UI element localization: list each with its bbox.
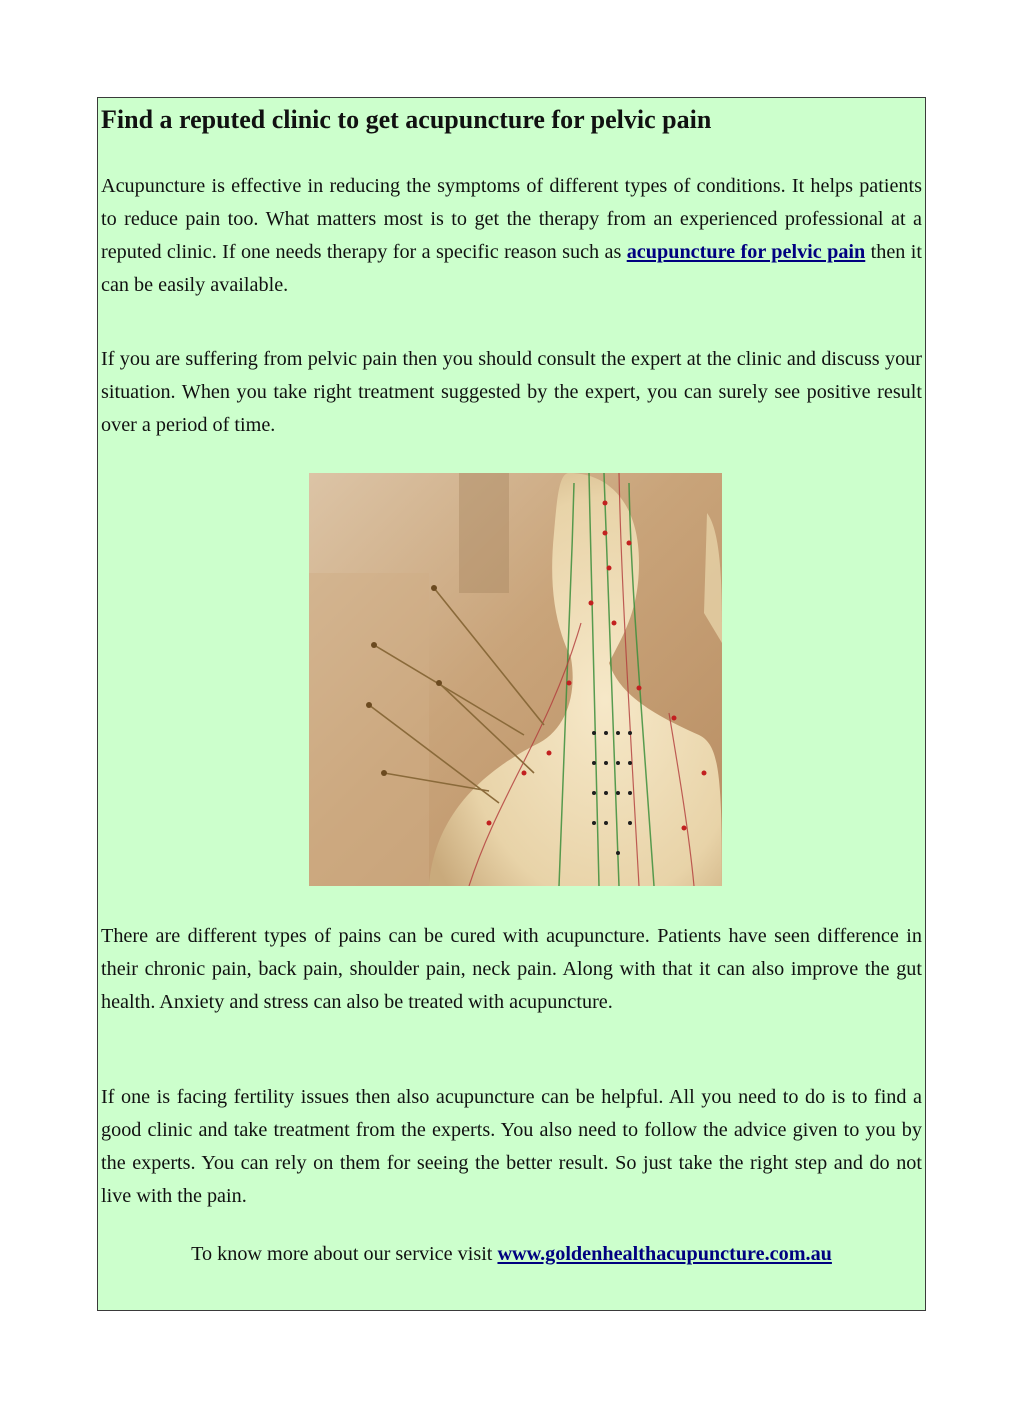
closing-line bbox=[101, 1238, 922, 1271]
acupuncture-pelvic-pain-link[interactable]: acupuncture for pelvic pain bbox=[626, 241, 866, 263]
website-link[interactable]: www.goldenhealthacupuncture.com.au bbox=[497, 1243, 832, 1265]
content-box bbox=[97, 97, 926, 1311]
acupuncture-mannequin-image bbox=[309, 473, 722, 886]
paragraph-consult: If you are suffering from pelvic pain then you should consult the expert at the clinic and discuss your situation. When you take right treatment suggested by the expert, you can surely see positive result over a period of time. bbox=[101, 348, 922, 436]
paragraph-fertility: If one is facing fertility issues then also acupuncture can be helpful. All you need to do is to find a good clinic and take treatment from the experts. You also need to follow the advice given to you by the experts. You can rely on them for seeing the better result. So just take the right step and do not live with the pain. bbox=[101, 1086, 922, 1207]
page-title: Find a reputed clinic to get acupuncture for pelvic pain bbox=[101, 105, 712, 134]
mannequin-illustration bbox=[309, 473, 722, 886]
paragraph-intro bbox=[101, 170, 922, 302]
paragraph-intro-tail: then it can be easily available. bbox=[101, 241, 922, 296]
paragraph-pain-types: There are different types of pains can be cured with acupuncture. Patients have seen difference in their chronic pain, back pain, shoulder pain, neck pain. Along with that it can also improve the gut health. Anxiety and stress can also be treated with acupuncture. bbox=[101, 925, 922, 1013]
closing-text: To know more about our service visit bbox=[191, 1243, 498, 1265]
paragraph-intro-text: Acupuncture is effective in reducing the symptoms of different types of conditions. It helps patients to reduce pain too. What matters most is to get the therapy from an experienced professional at a reputed clinic. If one needs therapy for a specific reason such as bbox=[101, 175, 922, 263]
